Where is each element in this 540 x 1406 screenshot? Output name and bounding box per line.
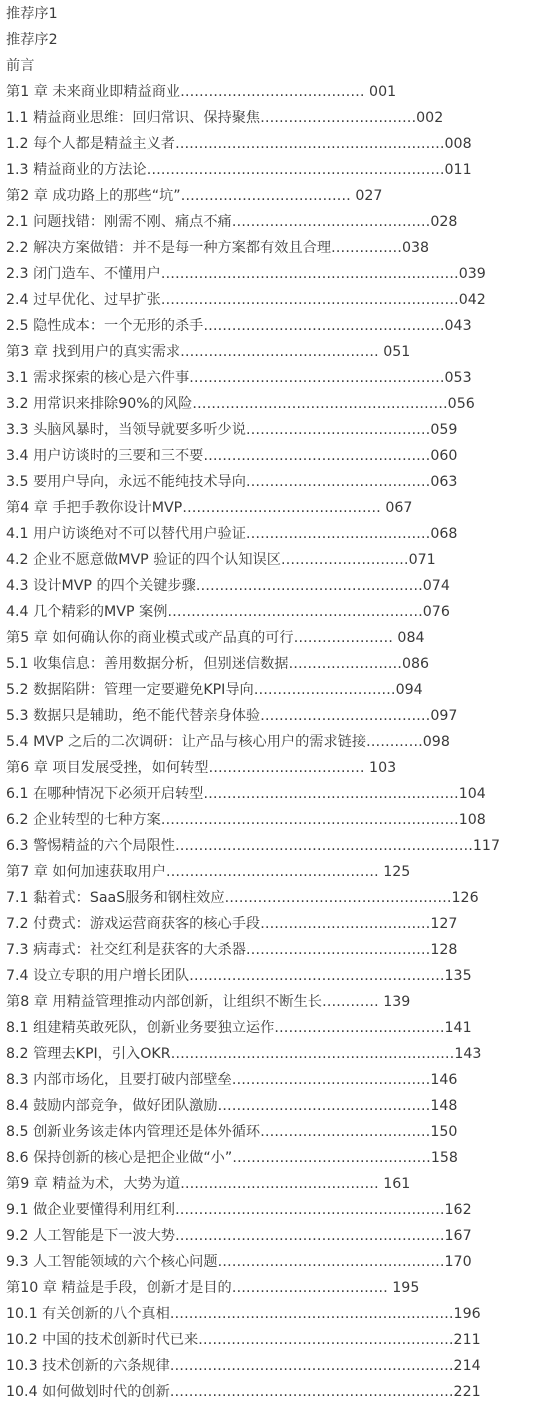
toc-entry: 7.1 黏着式：SaaS服务和钢柱效应…………………………………………126: [6, 890, 479, 906]
toc-entry: 3.2 用常识来排除90%的风险………………………………………………056: [6, 396, 475, 412]
toc-entry: 2.2 解决方案做错：并不是每一种方案都有效且合理……………038: [6, 240, 430, 256]
toc-entry: 5.4 MVP 之后的二次调研：让产品与核心用户的需求链接…………098: [6, 734, 450, 750]
toc-entry: 2.1 问题找错：刚需不刚、痛点不痛……………………………………028: [6, 214, 458, 230]
toc-entry: 第6 章 项目发展受挫，如何转型…………………………… 103: [6, 760, 397, 776]
toc-entry: 第5 章 如何确认你的商业模式或产品真的可行………………… 084: [6, 630, 425, 646]
toc-entry: 1.1 精益商业思维：回归常识、保持聚焦……………………………002: [6, 110, 444, 126]
toc-entry: 8.4 鼓励内部竞争，做好团队激励………………………………………148: [6, 1098, 458, 1114]
toc-entry: 7.4 设立专职的用户增长团队………………………………………………135: [6, 968, 472, 984]
toc-entry: 8.3 内部市场化，且要打破内部壁垒……………………………………146: [6, 1072, 458, 1088]
toc-entry: 10.2 中国的技术创新时代已来………………………………………………211: [6, 1332, 481, 1348]
toc-entry: 6.3 警惕精益的六个局限性………………………………………………………117: [6, 838, 500, 854]
toc-entry: 4.1 用户访谈绝对不可以替代用户验证…………………………………068: [6, 526, 458, 542]
toc-entry: 推荐序2: [6, 32, 58, 48]
toc-entry: 5.3 数据只是辅助，绝不能代替亲身体验………………………………097: [6, 708, 458, 724]
toc-entry: 3.1 需求探索的核心是六件事………………………………………………053: [6, 370, 472, 386]
toc-entry: 2.4 过早优化、过早扩张………………………………………………………042: [6, 292, 486, 308]
toc-entry: 推荐序1: [6, 6, 58, 22]
toc-entry: 第3 章 找到用户的真实需求…………………………………… 051: [6, 344, 411, 360]
toc-entry: 第1 章 未来商业即精益商业………………………………… 001: [6, 84, 397, 100]
toc-entry: 1.2 每个人都是精益主义者…………………………………………………008: [6, 136, 472, 152]
toc-entry: 7.3 病毒式：社交红利是获客的大杀器…………………………………128: [6, 942, 458, 958]
toc-entry: 6.1 在哪种情况下必须开启转型………………………………………………104: [6, 786, 486, 802]
toc-entry: 6.2 企业转型的七种方案………………………………………………………108: [6, 812, 486, 828]
toc-entry: 第9 章 精益为术，大势为道…………………………………… 161: [6, 1176, 411, 1192]
toc-entry: 第10 章 精益是手段，创新才是目的…………………………… 195: [6, 1280, 420, 1296]
toc-entry: 前言: [6, 58, 35, 74]
toc-entry: 第8 章 用精益管理推动内部创新，让组织不断生长………… 139: [6, 994, 411, 1010]
toc-entry: 9.3 人工智能领域的六个核心问题…………………………………………170: [6, 1254, 472, 1270]
toc-entry: 9.2 人工智能是下一波大势…………………………………………………167: [6, 1228, 472, 1244]
toc-entry: 4.4 几个精彩的MVP 案例………………………………………………076: [6, 604, 450, 620]
toc-entry: 2.3 闭门造车、不懂用户………………………………………………………039: [6, 266, 486, 282]
toc-entry: 8.5 创新业务该走体内管理还是体外循环………………………………150: [6, 1124, 458, 1140]
toc-entry: 8.1 组建精英敢死队，创新业务要独立运作………………………………141: [6, 1020, 472, 1036]
toc-entry: 4.2 企业不愿意做MVP 验证的四个认知误区………………………071: [6, 552, 436, 568]
toc-entry: 第4 章 手把手教你设计MVP…………………………………… 067: [6, 500, 413, 516]
toc-entry: 2.5 隐性成本：一个无形的杀手……………………………………………043: [6, 318, 472, 334]
toc-entry: 3.5 要用户导向，永远不能纯技术导向…………………………………063: [6, 474, 458, 490]
toc-entry: 5.1 收集信息：善用数据分析，但别迷信数据……………………086: [6, 656, 430, 672]
toc-entry: 10.3 技术创新的六条规律……………………………………………………214: [6, 1358, 481, 1374]
toc-entry: 第7 章 如何加速获取用户……………………………………… 125: [6, 864, 411, 880]
toc-entry: 8.2 管理去KPI，引入OKR……………………………………………………143: [6, 1046, 482, 1062]
toc-entry: 第2 章 成功路上的那些“坑”……………………………… 027: [6, 188, 383, 204]
toc-entry: 10.4 如何做划时代的创新……………………………………………………221: [6, 1384, 481, 1400]
toc-entry: 7.2 付费式：游戏运营商获客的核心手段………………………………127: [6, 916, 458, 932]
toc-entry: 10.1 有关创新的八个真相……………………………………………………196: [6, 1306, 481, 1322]
toc-entry: 3.4 用户访谈时的三要和三不要…………………………………………060: [6, 448, 458, 464]
toc-entry: 1.3 精益商业的方法论………………………………………………………011: [6, 162, 472, 178]
toc-entry: 8.6 保持创新的核心是把企业做“小”……………………………………158: [6, 1150, 458, 1166]
toc-entry: 4.3 设计MVP 的四个关键步骤…………………………………………074: [6, 578, 450, 594]
toc-entry: 5.2 数据陷阱：管理一定要避免KPI导向…………………………094: [6, 682, 423, 698]
table-of-contents: [6, 1, 536, 1405]
toc-entry: 9.1 做企业要懂得利用红利…………………………………………………162: [6, 1202, 472, 1218]
toc-entry: 3.3 头脑风暴时，当领导就要多听少说…………………………………059: [6, 422, 458, 438]
